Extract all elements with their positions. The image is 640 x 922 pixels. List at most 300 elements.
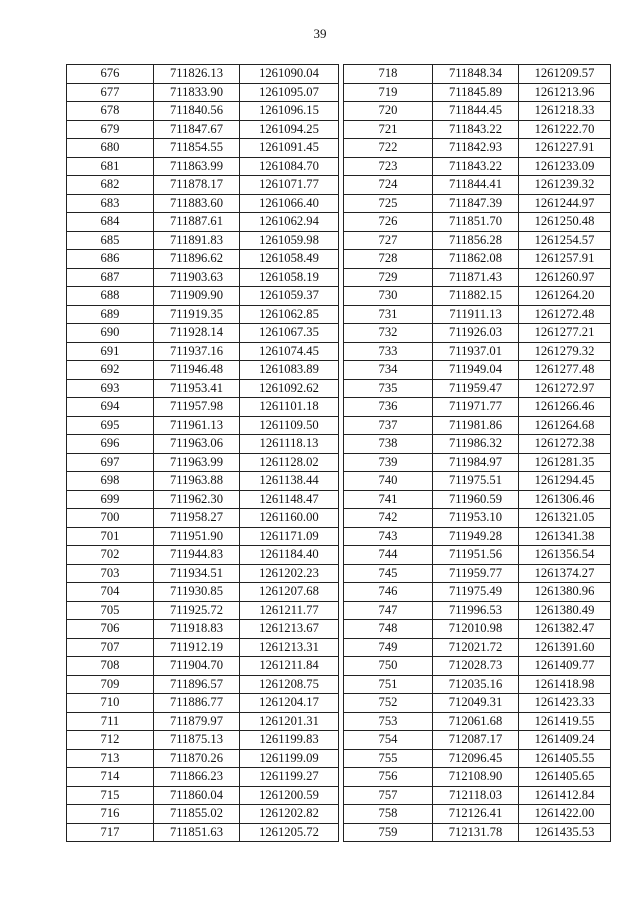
table-row (344, 527, 611, 546)
x-coordinate-cell: 711926.03 (433, 324, 519, 343)
y-coordinate-cell: 1261202.23 (240, 564, 339, 583)
y-coordinate-cell: 1261281.35 (519, 453, 611, 472)
x-coordinate-cell: 711937.16 (154, 342, 240, 361)
point-number-cell: 712 (67, 731, 154, 750)
table-row (344, 157, 611, 176)
table-row (67, 527, 339, 546)
x-coordinate-cell: 711996.53 (433, 601, 519, 620)
table-row (344, 83, 611, 102)
table-row (67, 749, 339, 768)
table-row (344, 120, 611, 139)
table-row (67, 268, 339, 287)
x-coordinate-cell: 711949.04 (433, 361, 519, 380)
y-coordinate-cell: 1261321.05 (519, 509, 611, 528)
y-coordinate-cell: 1261213.96 (519, 83, 611, 102)
y-coordinate-cell: 1261272.38 (519, 435, 611, 454)
table-row (344, 620, 611, 639)
table-row (344, 416, 611, 435)
point-number-cell: 754 (344, 731, 433, 750)
x-coordinate-cell: 711959.47 (433, 379, 519, 398)
x-coordinate-cell: 712010.98 (433, 620, 519, 639)
x-coordinate-cell: 712126.41 (433, 805, 519, 824)
y-coordinate-cell: 1261272.48 (519, 305, 611, 324)
table-row (67, 157, 339, 176)
point-number-cell: 709 (67, 675, 154, 694)
point-number-cell: 691 (67, 342, 154, 361)
y-coordinate-cell: 1261422.00 (519, 805, 611, 824)
point-number-cell: 695 (67, 416, 154, 435)
x-coordinate-cell: 711855.02 (154, 805, 240, 824)
y-coordinate-cell: 1261200.59 (240, 786, 339, 805)
table-row (67, 194, 339, 213)
point-number-cell: 687 (67, 268, 154, 287)
point-number-cell: 759 (344, 823, 433, 842)
x-coordinate-cell: 712049.31 (433, 694, 519, 713)
y-coordinate-cell: 1261094.25 (240, 120, 339, 139)
table-row (344, 435, 611, 454)
table-row (67, 231, 339, 250)
table-row (67, 564, 339, 583)
table-row (67, 176, 339, 195)
y-coordinate-cell: 1261199.83 (240, 731, 339, 750)
table-row (344, 601, 611, 620)
x-coordinate-cell: 712028.73 (433, 657, 519, 676)
y-coordinate-cell: 1261118.13 (240, 435, 339, 454)
point-number-cell: 706 (67, 620, 154, 639)
y-coordinate-cell: 1261184.40 (240, 546, 339, 565)
x-coordinate-cell: 711845.89 (433, 83, 519, 102)
table-row (344, 546, 611, 565)
point-number-cell: 692 (67, 361, 154, 380)
x-coordinate-cell: 711919.35 (154, 305, 240, 324)
y-coordinate-cell: 1261205.72 (240, 823, 339, 842)
point-number-cell: 735 (344, 379, 433, 398)
point-number-cell: 750 (344, 657, 433, 676)
y-coordinate-cell: 1261306.46 (519, 490, 611, 509)
coordinates-table-right-body (344, 65, 611, 842)
y-coordinate-cell: 1261279.32 (519, 342, 611, 361)
table-row (344, 749, 611, 768)
y-coordinate-cell: 1261128.02 (240, 453, 339, 472)
point-number-cell: 747 (344, 601, 433, 620)
point-number-cell: 726 (344, 213, 433, 232)
point-number-cell: 716 (67, 805, 154, 824)
x-coordinate-cell: 711911.13 (433, 305, 519, 324)
point-number-cell: 688 (67, 287, 154, 306)
table-row (344, 231, 611, 250)
y-coordinate-cell: 1261257.91 (519, 250, 611, 269)
table-row (67, 361, 339, 380)
point-number-cell: 711 (67, 712, 154, 731)
y-coordinate-cell: 1261209.57 (519, 65, 611, 84)
x-coordinate-cell: 712061.68 (433, 712, 519, 731)
point-number-cell: 705 (67, 601, 154, 620)
x-coordinate-cell: 711896.62 (154, 250, 240, 269)
x-coordinate-cell: 711946.48 (154, 361, 240, 380)
point-number-cell: 682 (67, 176, 154, 195)
y-coordinate-cell: 1261071.77 (240, 176, 339, 195)
table-row (67, 620, 339, 639)
x-coordinate-cell: 711958.27 (154, 509, 240, 528)
table-row (344, 731, 611, 750)
x-coordinate-cell: 711930.85 (154, 583, 240, 602)
x-coordinate-cell: 711959.77 (433, 564, 519, 583)
table-row (67, 213, 339, 232)
table-row (344, 657, 611, 676)
x-coordinate-cell: 711963.06 (154, 435, 240, 454)
y-coordinate-cell: 1261254.57 (519, 231, 611, 250)
table-row (67, 675, 339, 694)
point-number-cell: 728 (344, 250, 433, 269)
point-number-cell: 753 (344, 712, 433, 731)
y-coordinate-cell: 1261260.97 (519, 268, 611, 287)
table-row (67, 435, 339, 454)
coordinates-table-right (343, 64, 611, 842)
table-row (344, 694, 611, 713)
y-coordinate-cell: 1261277.48 (519, 361, 611, 380)
x-coordinate-cell: 711856.28 (433, 231, 519, 250)
table-row (67, 342, 339, 361)
point-number-cell: 722 (344, 139, 433, 158)
y-coordinate-cell: 1261074.45 (240, 342, 339, 361)
y-coordinate-cell: 1261227.91 (519, 139, 611, 158)
point-number-cell: 719 (344, 83, 433, 102)
point-number-cell: 718 (344, 65, 433, 84)
point-number-cell: 732 (344, 324, 433, 343)
x-coordinate-cell: 711963.88 (154, 472, 240, 491)
table-row (344, 342, 611, 361)
point-number-cell: 748 (344, 620, 433, 639)
point-number-cell: 715 (67, 786, 154, 805)
table-row (344, 583, 611, 602)
x-coordinate-cell: 712087.17 (433, 731, 519, 750)
table-row (67, 379, 339, 398)
y-coordinate-cell: 1261341.38 (519, 527, 611, 546)
point-number-cell: 758 (344, 805, 433, 824)
x-coordinate-cell: 711975.51 (433, 472, 519, 491)
point-number-cell: 743 (344, 527, 433, 546)
x-coordinate-cell: 711953.41 (154, 379, 240, 398)
table-row (344, 472, 611, 491)
point-number-cell: 699 (67, 490, 154, 509)
point-number-cell: 679 (67, 120, 154, 139)
point-number-cell: 721 (344, 120, 433, 139)
x-coordinate-cell: 711866.23 (154, 768, 240, 787)
table-row (344, 379, 611, 398)
x-coordinate-cell: 711860.04 (154, 786, 240, 805)
y-coordinate-cell: 1261211.84 (240, 657, 339, 676)
y-coordinate-cell: 1261405.65 (519, 768, 611, 787)
point-number-cell: 703 (67, 564, 154, 583)
x-coordinate-cell: 711903.63 (154, 268, 240, 287)
y-coordinate-cell: 1261374.27 (519, 564, 611, 583)
point-number-cell: 684 (67, 213, 154, 232)
y-coordinate-cell: 1261084.70 (240, 157, 339, 176)
x-coordinate-cell: 711944.83 (154, 546, 240, 565)
point-number-cell: 727 (344, 231, 433, 250)
coordinates-table-left-body (67, 65, 339, 842)
y-coordinate-cell: 1261391.60 (519, 638, 611, 657)
point-number-cell: 741 (344, 490, 433, 509)
table-row (344, 638, 611, 657)
point-number-cell: 696 (67, 435, 154, 454)
x-coordinate-cell: 711848.34 (433, 65, 519, 84)
point-number-cell: 677 (67, 83, 154, 102)
y-coordinate-cell: 1261218.33 (519, 102, 611, 121)
table-row (67, 583, 339, 602)
y-coordinate-cell: 1261419.55 (519, 712, 611, 731)
y-coordinate-cell: 1261250.48 (519, 213, 611, 232)
y-coordinate-cell: 1261058.19 (240, 268, 339, 287)
table-row (67, 398, 339, 417)
x-coordinate-cell: 711962.30 (154, 490, 240, 509)
y-coordinate-cell: 1261208.75 (240, 675, 339, 694)
y-coordinate-cell: 1261382.47 (519, 620, 611, 639)
table-row (67, 490, 339, 509)
point-number-cell: 740 (344, 472, 433, 491)
y-coordinate-cell: 1261233.09 (519, 157, 611, 176)
table-row (344, 213, 611, 232)
x-coordinate-cell: 711844.41 (433, 176, 519, 195)
y-coordinate-cell: 1261272.97 (519, 379, 611, 398)
point-number-cell: 752 (344, 694, 433, 713)
x-coordinate-cell: 711887.61 (154, 213, 240, 232)
point-number-cell: 723 (344, 157, 433, 176)
x-coordinate-cell: 711851.63 (154, 823, 240, 842)
point-number-cell: 725 (344, 194, 433, 213)
point-number-cell: 730 (344, 287, 433, 306)
y-coordinate-cell: 1261199.09 (240, 749, 339, 768)
y-coordinate-cell: 1261213.67 (240, 620, 339, 639)
table-row (344, 324, 611, 343)
point-number-cell: 720 (344, 102, 433, 121)
coordinates-table-left (66, 64, 339, 842)
table-row (67, 287, 339, 306)
y-coordinate-cell: 1261067.35 (240, 324, 339, 343)
table-row (344, 675, 611, 694)
x-coordinate-cell: 711844.45 (433, 102, 519, 121)
x-coordinate-cell: 711883.60 (154, 194, 240, 213)
y-coordinate-cell: 1261277.21 (519, 324, 611, 343)
table-row (67, 601, 339, 620)
table-row (344, 250, 611, 269)
y-coordinate-cell: 1261101.18 (240, 398, 339, 417)
x-coordinate-cell: 712131.78 (433, 823, 519, 842)
x-coordinate-cell: 711975.49 (433, 583, 519, 602)
x-coordinate-cell: 711971.77 (433, 398, 519, 417)
table-row (67, 416, 339, 435)
table-row (67, 805, 339, 824)
x-coordinate-cell: 711886.77 (154, 694, 240, 713)
x-coordinate-cell: 711871.43 (433, 268, 519, 287)
table-row (67, 472, 339, 491)
y-coordinate-cell: 1261090.04 (240, 65, 339, 84)
y-coordinate-cell: 1261264.68 (519, 416, 611, 435)
point-number-cell: 702 (67, 546, 154, 565)
y-coordinate-cell: 1261435.53 (519, 823, 611, 842)
point-number-cell: 713 (67, 749, 154, 768)
x-coordinate-cell: 711882.15 (433, 287, 519, 306)
x-coordinate-cell: 711961.13 (154, 416, 240, 435)
y-coordinate-cell: 1261096.15 (240, 102, 339, 121)
y-coordinate-cell: 1261380.96 (519, 583, 611, 602)
point-number-cell: 676 (67, 65, 154, 84)
table-row (67, 305, 339, 324)
point-number-cell: 749 (344, 638, 433, 657)
point-number-cell: 701 (67, 527, 154, 546)
table-row (67, 786, 339, 805)
point-number-cell: 756 (344, 768, 433, 787)
x-coordinate-cell: 711833.90 (154, 83, 240, 102)
point-number-cell: 736 (344, 398, 433, 417)
point-number-cell: 685 (67, 231, 154, 250)
point-number-cell: 744 (344, 546, 433, 565)
table-row (344, 490, 611, 509)
y-coordinate-cell: 1261091.45 (240, 139, 339, 158)
point-number-cell: 737 (344, 416, 433, 435)
page-number: 39 (313, 26, 327, 41)
point-number-cell: 724 (344, 176, 433, 195)
point-number-cell: 697 (67, 453, 154, 472)
point-number-cell: 710 (67, 694, 154, 713)
point-number-cell: 738 (344, 435, 433, 454)
x-coordinate-cell: 711981.86 (433, 416, 519, 435)
y-coordinate-cell: 1261138.44 (240, 472, 339, 491)
x-coordinate-cell: 711842.93 (433, 139, 519, 158)
y-coordinate-cell: 1261160.00 (240, 509, 339, 528)
x-coordinate-cell: 711870.26 (154, 749, 240, 768)
x-coordinate-cell: 711879.97 (154, 712, 240, 731)
x-coordinate-cell: 712035.16 (433, 675, 519, 694)
y-coordinate-cell: 1261062.85 (240, 305, 339, 324)
x-coordinate-cell: 711937.01 (433, 342, 519, 361)
y-coordinate-cell: 1261266.46 (519, 398, 611, 417)
table-row (67, 120, 339, 139)
x-coordinate-cell: 711951.56 (433, 546, 519, 565)
table-row (344, 768, 611, 787)
table-row (67, 731, 339, 750)
table-row (67, 546, 339, 565)
x-coordinate-cell: 711891.83 (154, 231, 240, 250)
point-number-cell: 708 (67, 657, 154, 676)
y-coordinate-cell: 1261244.97 (519, 194, 611, 213)
y-coordinate-cell: 1261213.31 (240, 638, 339, 657)
y-coordinate-cell: 1261418.98 (519, 675, 611, 694)
point-number-cell: 746 (344, 583, 433, 602)
x-coordinate-cell: 711960.59 (433, 490, 519, 509)
y-coordinate-cell: 1261356.54 (519, 546, 611, 565)
x-coordinate-cell: 711934.51 (154, 564, 240, 583)
point-number-cell: 683 (67, 194, 154, 213)
table-row (67, 768, 339, 787)
table-row (344, 564, 611, 583)
point-number-cell: 731 (344, 305, 433, 324)
y-coordinate-cell: 1261059.37 (240, 287, 339, 306)
point-number-cell: 698 (67, 472, 154, 491)
table-row (344, 139, 611, 158)
x-coordinate-cell: 711875.13 (154, 731, 240, 750)
table-row (344, 305, 611, 324)
y-coordinate-cell: 1261409.77 (519, 657, 611, 676)
table-row (67, 139, 339, 158)
point-number-cell: 690 (67, 324, 154, 343)
y-coordinate-cell: 1261211.77 (240, 601, 339, 620)
point-number-cell: 689 (67, 305, 154, 324)
x-coordinate-cell: 711949.28 (433, 527, 519, 546)
point-number-cell: 704 (67, 583, 154, 602)
point-number-cell: 745 (344, 564, 433, 583)
x-coordinate-cell: 711951.90 (154, 527, 240, 546)
point-number-cell: 751 (344, 675, 433, 694)
table-row (344, 823, 611, 842)
point-number-cell: 686 (67, 250, 154, 269)
table-row (67, 694, 339, 713)
x-coordinate-cell: 711953.10 (433, 509, 519, 528)
x-coordinate-cell: 711854.55 (154, 139, 240, 158)
x-coordinate-cell: 712021.72 (433, 638, 519, 657)
y-coordinate-cell: 1261171.09 (240, 527, 339, 546)
point-number-cell: 681 (67, 157, 154, 176)
x-coordinate-cell: 711963.99 (154, 453, 240, 472)
y-coordinate-cell: 1261294.45 (519, 472, 611, 491)
x-coordinate-cell: 711840.56 (154, 102, 240, 121)
table-row (344, 268, 611, 287)
y-coordinate-cell: 1261412.84 (519, 786, 611, 805)
y-coordinate-cell: 1261092.62 (240, 379, 339, 398)
y-coordinate-cell: 1261109.50 (240, 416, 339, 435)
table-row (67, 712, 339, 731)
x-coordinate-cell: 711986.32 (433, 435, 519, 454)
point-number-cell: 734 (344, 361, 433, 380)
y-coordinate-cell: 1261405.55 (519, 749, 611, 768)
point-number-cell: 742 (344, 509, 433, 528)
table-row (67, 65, 339, 84)
x-coordinate-cell: 711826.13 (154, 65, 240, 84)
x-coordinate-cell: 711928.14 (154, 324, 240, 343)
point-number-cell: 757 (344, 786, 433, 805)
x-coordinate-cell: 711847.67 (154, 120, 240, 139)
table-row (67, 250, 339, 269)
y-coordinate-cell: 1261202.82 (240, 805, 339, 824)
x-coordinate-cell: 711878.17 (154, 176, 240, 195)
x-coordinate-cell: 711843.22 (433, 157, 519, 176)
x-coordinate-cell: 711904.70 (154, 657, 240, 676)
point-number-cell: 739 (344, 453, 433, 472)
table-row (67, 638, 339, 657)
point-number-cell: 755 (344, 749, 433, 768)
point-number-cell: 700 (67, 509, 154, 528)
table-row (67, 83, 339, 102)
x-coordinate-cell: 711918.83 (154, 620, 240, 639)
point-number-cell: 729 (344, 268, 433, 287)
y-coordinate-cell: 1261207.68 (240, 583, 339, 602)
x-coordinate-cell: 711909.90 (154, 287, 240, 306)
x-coordinate-cell: 711851.70 (433, 213, 519, 232)
x-coordinate-cell: 711957.98 (154, 398, 240, 417)
table-row (67, 453, 339, 472)
x-coordinate-cell: 711847.39 (433, 194, 519, 213)
table-row (67, 324, 339, 343)
table-row (67, 509, 339, 528)
table-row (344, 361, 611, 380)
point-number-cell: 714 (67, 768, 154, 787)
table-row (344, 287, 611, 306)
x-coordinate-cell: 711843.22 (433, 120, 519, 139)
y-coordinate-cell: 1261199.27 (240, 768, 339, 787)
y-coordinate-cell: 1261380.49 (519, 601, 611, 620)
x-coordinate-cell: 711863.99 (154, 157, 240, 176)
y-coordinate-cell: 1261066.40 (240, 194, 339, 213)
